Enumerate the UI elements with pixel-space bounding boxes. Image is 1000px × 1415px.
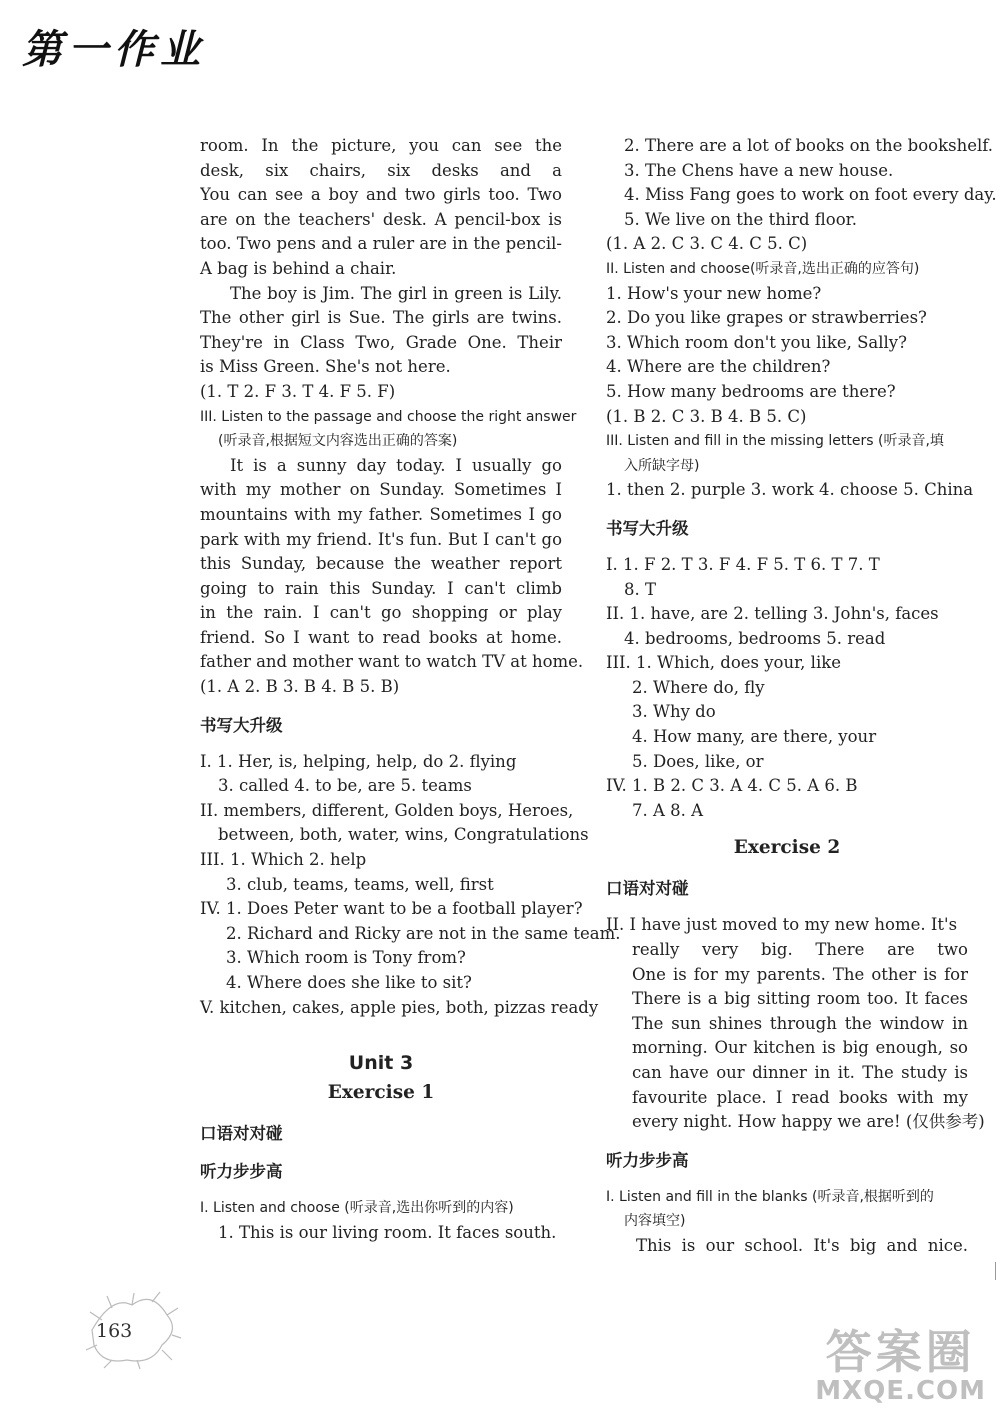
- passage2-line: The boy is Jim. The girl in green is Lily.: [230, 283, 562, 303]
- writing-line: 7. A 8. A: [632, 800, 704, 820]
- page-number: 163: [96, 1320, 133, 1342]
- writing-line: I. 1. Her, is, helping, help, do 2. flying: [200, 751, 517, 771]
- passage3-line: It is a sunny day today. I usually go: [230, 455, 562, 475]
- question-line: 2. Do you like grapes or strawberries?: [606, 308, 927, 328]
- passage1-line: desk, six chairs, six desks and a: [200, 160, 562, 180]
- writing-line: 8. T: [624, 579, 656, 599]
- passage3-line: park with my friend. It's fun. But I can't go: [200, 529, 562, 549]
- passage3-line: mountains with my father. Sometimes I go: [200, 504, 562, 524]
- answer-key: 1. then 2. purple 3. work 4. choose 5. China: [606, 480, 974, 500]
- section-subtitle: (听录音,根据短文内容选出正确的答案): [218, 433, 458, 450]
- oral-passage-line: can have our dinner in it. The study is: [632, 1063, 968, 1082]
- passage1-line: You can see a boy and two girls too. Two: [200, 185, 562, 205]
- oral-passage-line: One is for my parents. The other is for: [632, 964, 968, 984]
- writing-line: 3. called 4. to be, are 5. teams: [218, 776, 472, 796]
- listening-heading: 听力步步高: [606, 1150, 689, 1170]
- writing-line: 3. Which room is Tony from?: [226, 948, 466, 968]
- oral-heading: 口语对对碰: [606, 879, 689, 899]
- answer-key: (1. B 2. C 3. B 4. B 5. C): [606, 406, 807, 426]
- exercise-title: Exercise 1: [327, 1082, 435, 1104]
- question-line: 2. There are a lot of books on the bookshelf.: [624, 136, 994, 155]
- passage3-line: this Sunday, because the weather report: [200, 554, 562, 574]
- listening-heading: 听力步步高: [200, 1162, 283, 1182]
- section-title: II. Listen and choose(听录音,选出正确的应答句): [606, 260, 920, 277]
- section-title: III. Listen to the passage and choose the right answer: [200, 408, 577, 425]
- page-edge-mark: [995, 1262, 1000, 1280]
- writing-line: II. 1. have, are 2. telling 3. John's, faces: [606, 604, 939, 624]
- question-line: 4. Miss Fang goes to work on foot every day.: [624, 185, 997, 205]
- answer-key: (1. T 2. F 3. T 4. F 5. F): [200, 381, 396, 401]
- oral-passage-line: There is a big sitting room too. It faces: [632, 989, 968, 1009]
- section-title: I. Listen and fill in the blanks (听录音,根据听到的: [606, 1188, 934, 1205]
- passage3-line: in the rain. I can't go shopping or play: [200, 603, 562, 623]
- writing-line: IV. 1. B 2. C 3. A 4. C 5. A 6. B: [606, 776, 858, 796]
- question-line: 1. This is our living room. It faces south.: [218, 1222, 557, 1242]
- passage1-line: room. In the picture, you can see the: [200, 136, 562, 155]
- passage1-line: A bag is behind a chair.: [200, 258, 397, 278]
- oral-passage-line: really very big. There are two: [632, 940, 968, 960]
- unit-title: Unit 3: [348, 1052, 414, 1075]
- writing-line: 4. How many, are there, your: [632, 727, 877, 747]
- question-line: 3. The Chens have a new house.: [624, 160, 894, 180]
- right-column: [606, 134, 997, 1259]
- writing-line: 4. Where does she like to sit?: [226, 973, 472, 992]
- section-subtitle: 入所缺字母): [624, 457, 700, 474]
- question-line: 3. Which room don't you like, Sally?: [606, 332, 907, 352]
- passage-line: This is our school. It's big and nice.: [636, 1235, 968, 1255]
- writing-line: 2. Where do, fly: [632, 677, 765, 697]
- question-line: 5. We live on the third floor.: [624, 209, 857, 229]
- writing-line: 3. Why do: [632, 702, 716, 722]
- writing-line: IV. 1. Does Peter want to be a football player?: [200, 899, 583, 919]
- question-line: 4. Where are the children?: [606, 357, 831, 377]
- writing-line: V. kitchen, cakes, apple pies, both, pizzas ready: [200, 997, 599, 1017]
- question-line: 5. How many bedrooms are there?: [606, 381, 896, 401]
- writing-line: III. 1. Which, does your, like: [606, 653, 841, 673]
- left-column: [200, 134, 621, 1245]
- oral-passage-line: every night. How happy we are! (仅供参考): [632, 1112, 985, 1132]
- exercise-title: Exercise 2: [733, 837, 841, 859]
- passage2-line: is Miss Green. She's not here.: [200, 357, 451, 377]
- watermark-url: MXQE.COM: [815, 1376, 986, 1406]
- passage3-line: father and mother want to watch TV at home.: [200, 652, 584, 672]
- brand-logo: 第一作业: [22, 27, 206, 73]
- answer-key: (1. A 2. B 3. B 4. B 5. B): [200, 677, 400, 697]
- oral-passage-line: favourite place. I read books with my: [632, 1087, 968, 1107]
- oral-passage-line: morning. Our kitchen is big enough, so: [632, 1038, 968, 1058]
- answer-key: (1. A 2. C 3. C 4. C 5. C): [606, 234, 808, 254]
- passage3-line: friend. So I want to read books at home.: [200, 627, 562, 647]
- watermark-title: 答案圈: [825, 1325, 976, 1379]
- question-line: 1. How's your new home?: [606, 283, 822, 303]
- writing-line: between, both, water, wins, Congratulations: [218, 825, 589, 845]
- writing-heading: 书写大升级: [606, 518, 689, 538]
- writing-line: 2. Richard and Ricky are not in the same team.: [226, 923, 621, 943]
- oral-heading: 口语对对碰: [200, 1124, 283, 1144]
- passage1-line: are on the teachers' desk. A pencil-box is: [200, 209, 562, 229]
- oral-passage-line: II. I have just moved to my new home. It's: [606, 915, 958, 935]
- section-title: I. Listen and choose (听录音,选出你听到的内容): [200, 1200, 514, 1217]
- writing-line: II. members, different, Golden boys, Heroes,: [200, 800, 574, 820]
- watermark: [815, 1327, 986, 1405]
- writing-line: 4. bedrooms, bedrooms 5. read: [624, 628, 886, 648]
- passage2-line: They're in Class Two, Grade One. Their: [200, 332, 562, 352]
- writing-line: 3. club, teams, teams, well, first: [226, 874, 494, 894]
- writing-line: I. 1. F 2. T 3. F 4. F 5. T 6. T 7. T: [606, 554, 880, 574]
- passage1-line: too. Two pens and a ruler are in the pencil-: [200, 234, 562, 254]
- section-title: III. Listen and fill in the missing letters (听录音,填: [606, 433, 944, 450]
- oral-passage-line: The sun shines through the window in: [632, 1013, 968, 1033]
- passage3-line: going to rain this Sunday. I can't climb: [200, 578, 562, 598]
- passage3-line: with my mother on Sunday. Sometimes I: [200, 480, 562, 500]
- writing-line: III. 1. Which 2. help: [200, 850, 367, 870]
- writing-line: 5. Does, like, or: [632, 751, 764, 771]
- section-subtitle: 内容填空): [624, 1213, 686, 1230]
- writing-heading: 书写大升级: [200, 715, 283, 735]
- passage2-line: The other girl is Sue. The girls are twins.: [200, 308, 562, 328]
